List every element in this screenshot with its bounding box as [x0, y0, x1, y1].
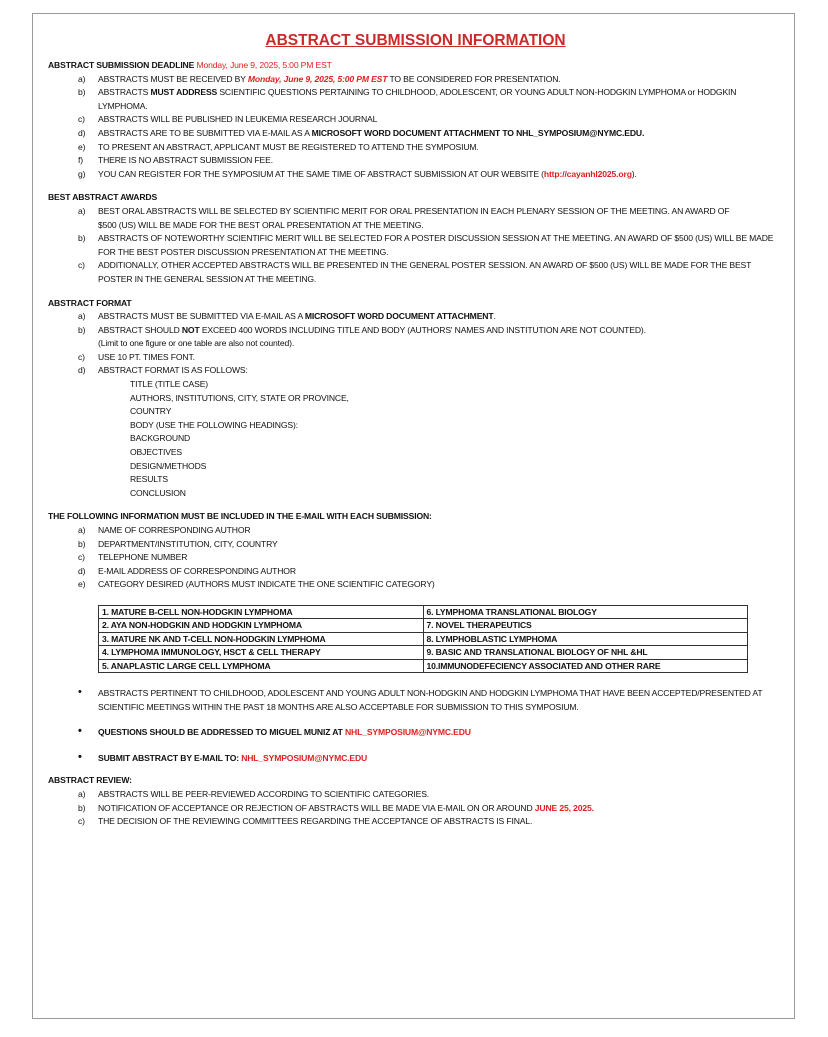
review-heading: ABSTRACT REVIEW:: [48, 775, 132, 786]
item-text: ABSTRACTS MUST BE RECEIVED BY: [98, 73, 248, 84]
list-marker: b): [78, 802, 86, 813]
item-text: ABSTRACTS: [98, 87, 151, 98]
item-text: .: [493, 311, 496, 322]
list-marker: c): [78, 816, 85, 827]
list-item: [78, 551, 783, 565]
list-item: [78, 687, 783, 714]
document-page: [32, 13, 795, 1019]
item-text: DEPARTMENT/INSTITUTION, CITY, COUNTRY: [98, 538, 278, 549]
email-link[interactable]: NHL_SYMPOSIUM@NYMC.EDU: [344, 727, 471, 738]
notification-date: JUNE 25, 2025.: [534, 802, 594, 813]
deadline-list: [48, 73, 783, 182]
list-marker: b): [78, 87, 86, 98]
table-cell: 5. ANAPLASTIC LARGE CELL LYMPHOMA: [99, 659, 424, 672]
list-item: [78, 565, 783, 579]
table-cell: 8. LYMPHOBLASTIC LYMPHOMA: [423, 632, 748, 645]
item-text: ABSTRACTS WILL BE PEER-REVIEWED ACCORDING TO SCIENTIFIC CATEGORIES.: [98, 788, 430, 799]
table-cell: 4. LYMPHOMA IMMUNOLOGY, HSCT & CELL THERAPY: [99, 646, 424, 659]
item-text: ABSTRACTS MUST BE SUBMITTED VIA E-MAIL AS A: [98, 311, 305, 322]
item-text: CATEGORY DESIRED (AUTHORS MUST INDICATE THE ONE SCIENTIFIC CATEGORY): [98, 579, 435, 590]
page-title: ABSTRACT SUBMISSION INFORMATION: [265, 32, 566, 49]
table-cell: 10.IMMUNODEFECIENCY ASSOCIATED AND OTHER RARE: [423, 659, 748, 672]
list-item: [78, 802, 783, 816]
item-text: ADDITIONALLY, OTHER ACCEPTED ABSTRACTS WILL BE PRESENTED IN THE GENERAL POSTER SESSION. AN AWARD OF $500 (US) WILL BE MADE FOR THE BEST POSTER IN THE GENERAL SESSION AT THE MEETING.: [98, 260, 752, 284]
table-row: [99, 632, 748, 645]
table-cell: 3. MATURE NK AND T-CELL NON-HODGKIN LYMPHOMA: [99, 632, 424, 645]
list-item: [78, 815, 783, 829]
info-heading: THE FOLLOWING INFORMATION MUST BE INCLUDED IN THE E-MAIL WITH EACH SUBMISSION:: [48, 511, 432, 522]
list-item: [78, 127, 783, 141]
list-marker: a): [78, 311, 86, 322]
item-text: ABSTRACT SHOULD: [98, 324, 182, 335]
notes-list: [48, 687, 783, 765]
info-section: [48, 510, 783, 592]
item-text: NAME OF CORRESPONDING AUTHOR: [98, 525, 251, 535]
list-marker: a): [78, 73, 86, 84]
email-link[interactable]: NHL_SYMPOSIUM@NYMC.EDU: [241, 752, 368, 763]
list-item: [78, 324, 783, 351]
list-marker: c): [78, 114, 85, 125]
deadline-date: Monday, June 9, 2025, 5:00 PM EST: [196, 60, 332, 70]
review-section: [48, 774, 783, 828]
awards-heading: BEST ABSTRACT AWARDS: [48, 192, 158, 203]
table-cell: 6. LYMPHOMA TRANSLATIONAL BIOLOGY: [423, 605, 748, 618]
table-cell: 2. AYA NON-HODGKIN AND HODGKIN LYMPHOMA: [99, 619, 424, 632]
item-text: QUESTIONS SHOULD BE ADDRESSED TO MIGUEL MUNIZ AT: [98, 727, 345, 738]
list-marker: a): [78, 525, 86, 535]
list-marker: b): [78, 324, 86, 335]
item-text: E-MAIL ADDRESS OF CORRESPONDING AUTHOR: [98, 565, 296, 576]
list-item: [78, 154, 783, 168]
awards-list: [48, 205, 783, 287]
list-marker: b): [78, 538, 86, 549]
table-cell: 1. MATURE B-CELL NON-HODGKIN LYMPHOMA: [99, 605, 424, 618]
format-list: [48, 310, 783, 378]
format-section: [48, 297, 783, 501]
item-emphasis: MICROSOFT WORD DOCUMENT ATTACHMENT: [304, 311, 494, 322]
bullet-icon: •: [78, 725, 82, 738]
format-line: BODY (USE THE FOLLOWING HEADINGS):: [130, 419, 298, 430]
list-marker: c): [78, 351, 85, 362]
list-item: [78, 310, 783, 324]
format-structure: [48, 378, 783, 500]
awards-section: [48, 191, 783, 286]
list-item: [78, 205, 783, 232]
list-item: [78, 141, 783, 155]
table-row: [99, 646, 748, 659]
item-text: TO BE CONSIDERED FOR PRESENTATION.: [387, 73, 561, 84]
item-text: SCIENTIFIC QUESTIONS PERTAINING TO CHILDHOOD, ADOLESCENT, OR YOUNG ADULT NON-HODGKIN LYMPHOMA or HODGKIN LYMPHOMA.: [98, 87, 737, 111]
format-heading: ABSTRACT FORMAT: [48, 297, 132, 308]
list-item: [78, 73, 783, 87]
item-text: ABSTRACTS OF NOTEWORTHY SCIENTIFIC MERIT WILL BE SELECTED FOR A POSTER DISCUSSION SESSION AT THE MEETING. AN AWARD OF $500 (US) WILL BE MADE FOR THE BEST POSTER DISCUSSION PRESENTATION AT THE MEETING.: [98, 233, 774, 257]
list-item: [78, 168, 783, 182]
table-row: [99, 659, 748, 672]
list-item: [78, 232, 783, 259]
list-marker: c): [78, 552, 85, 563]
info-list: [48, 524, 783, 592]
item-text: SUBMIT ABSTRACT BY E-MAIL TO:: [98, 752, 242, 763]
list-marker: b): [78, 233, 86, 244]
list-item: [78, 113, 783, 127]
review-list: [48, 788, 783, 829]
list-marker: d): [78, 565, 86, 576]
item-text: THERE IS NO ABSTRACT SUBMISSION FEE.: [98, 155, 273, 166]
deadline-heading: [48, 59, 783, 73]
format-line: RESULTS: [130, 474, 168, 485]
deadline-section: [48, 59, 783, 181]
table-cell: 9. BASIC AND TRANSLATIONAL BIOLOGY OF NHL &HL: [423, 646, 748, 659]
item-text: ABSTRACTS WILL BE PUBLISHED IN LEUKEMIA RESEARCH JOURNAL: [98, 114, 378, 125]
table-row: [99, 605, 748, 618]
list-item: [78, 259, 783, 286]
item-text: EXCEED 400 WORDS INCLUDING TITLE AND BODY (AUTHORS' NAMES AND INSTITUTION ARE NOT COUNTED).: [199, 324, 646, 335]
list-item: [78, 788, 783, 802]
item-emphasis: MUST ADDRESS: [150, 87, 218, 98]
category-table: [98, 605, 748, 673]
list-marker: d): [78, 365, 86, 376]
item-text: NOTIFICATION OF ACCEPTANCE OR REJECTION OF ABSTRACTS WILL BE MADE VIA E-MAIL ON OR AROUND: [98, 802, 535, 813]
item-text: $500 (US) WILL BE MADE FOR THE BEST ORAL PRESENTATION AT THE MEETING.: [98, 219, 424, 230]
item-text: (Limit to one figure or one table are also not counted).: [98, 338, 295, 349]
deadline-heading-label: ABSTRACT SUBMISSION DEADLINE: [48, 60, 197, 70]
format-line: OBJECTIVES: [130, 447, 182, 458]
list-item: [78, 364, 783, 378]
item-emphasis: MICROSOFT WORD DOCUMENT ATTACHMENT TO NHL_SYMPOSIUM@NYMC.EDU.: [311, 127, 645, 138]
item-text: ABSTRACTS PERTINENT TO CHILDHOOD, ADOLESCENT AND YOUNG ADULT NON-HODGKIN AND HODGKIN LYMPHOMA THAT HAVE BEEN ACCEPTED/PRESENTED AT SCIENTIFIC MEETINGS WITHIN THE PAST 18 MONTHS ARE ALSO ACCEPTABLE FOR SUBMISSION TO THIS SYMPOSIUM.: [98, 688, 763, 712]
format-line: BACKGROUND: [130, 433, 191, 444]
format-line: COUNTRY: [130, 406, 172, 417]
list-item: [78, 86, 783, 113]
item-emphasis: NOT: [181, 324, 200, 335]
format-line: AUTHORS, INSTITUTIONS, CITY, STATE OR PROVINCE,: [130, 392, 349, 403]
format-line: TITLE (TITLE CASE): [130, 379, 208, 390]
deadline-date-inline: Monday, June 9, 2025, 5:00 PM EST: [247, 73, 388, 84]
list-marker: e): [78, 579, 86, 590]
item-text: USE 10 PT. TIMES FONT.: [98, 351, 195, 362]
item-text: ABSTRACT FORMAT IS AS FOLLOWS:: [98, 365, 248, 376]
item-text: BEST ORAL ABSTRACTS WILL BE SELECTED BY SCIENTIFIC MERIT FOR ORAL PRESENTATION IN EACH PLENARY SESSION OF THE MEETING. AN AWARD OF: [98, 205, 730, 216]
item-text: ABSTRACTS ARE TO BE SUBMITTED VIA E-MAIL AS A: [98, 127, 312, 138]
list-marker: a): [78, 205, 86, 216]
table-row: [99, 619, 748, 632]
document-content: [48, 32, 783, 829]
item-text: YOU CAN REGISTER FOR THE SYMPOSIUM AT THE SAME TIME OF ABSTRACT SUBMISSION AT OUR WEBSITE (: [98, 168, 544, 179]
item-text: ).: [631, 168, 637, 179]
website-link[interactable]: http://cayanhl2025.org: [543, 168, 632, 179]
list-item: [78, 524, 783, 538]
list-marker: g): [78, 168, 86, 179]
list-marker: d): [78, 127, 86, 138]
list-item: [78, 752, 783, 766]
format-line: DESIGN/METHODS: [130, 460, 207, 471]
bullet-icon: •: [78, 750, 82, 763]
item-text: TO PRESENT AN ABSTRACT, APPLICANT MUST BE REGISTERED TO ATTEND THE SYMPOSIUM.: [98, 141, 479, 152]
list-item: [78, 578, 783, 592]
bullet-icon: •: [78, 686, 82, 698]
list-item: [78, 351, 783, 365]
list-marker: c): [78, 260, 85, 271]
item-text: THE DECISION OF THE REVIEWING COMMITTEES REGARDING THE ACCEPTANCE OF ABSTRACTS IS FINAL.: [98, 816, 533, 827]
list-item: [78, 538, 783, 552]
list-marker: f): [78, 155, 83, 166]
list-marker: e): [78, 141, 86, 152]
item-text: TELEPHONE NUMBER: [98, 552, 188, 563]
list-marker: a): [78, 788, 86, 799]
table-cell: 7. NOVEL THERAPEUTICS: [423, 619, 748, 632]
list-item: [78, 726, 783, 740]
format-line: CONCLUSION: [130, 487, 186, 498]
